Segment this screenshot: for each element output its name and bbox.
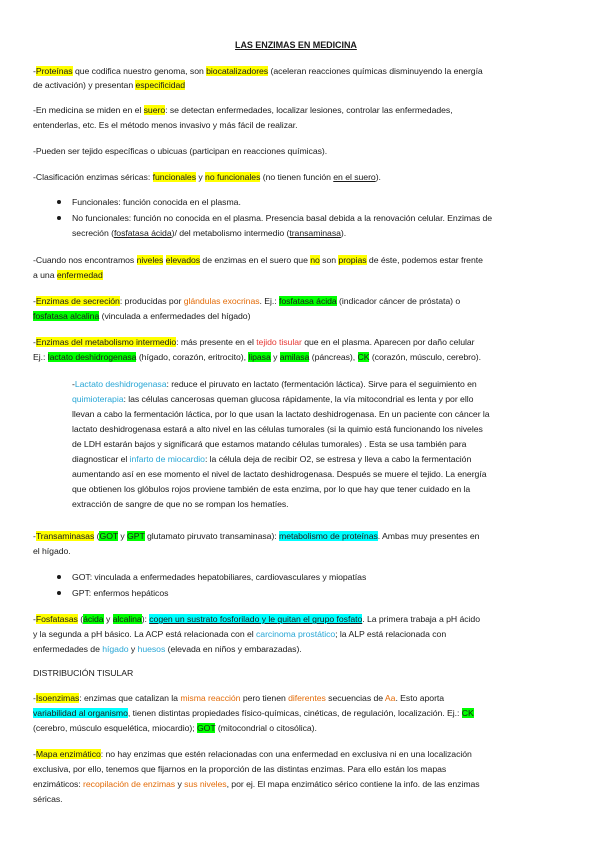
bullet-no-funcionales-line-2: secreción (fosfatasa ácida)/ del metabolismo intermedio (transaminasa).: [72, 228, 347, 238]
bullet-dot: [57, 216, 61, 220]
bullet-dot: [57, 591, 61, 595]
bullet-gpt: GPT: enfermos hepáticos: [72, 588, 169, 598]
paragraph-secrecion-line-2: fosfatasa alcalina (vinculada a enfermedades del hígado): [33, 311, 251, 321]
paragraph-transaminasas-line-1: -Transaminasas (GOT y GPT glutamato piruvato transaminasa): metabolismo de proteínas. Ambas muy presentes en: [33, 531, 480, 541]
paragraph-ldh-line-6: diagnosticar el infarto de miocardio: la célula deja de recibir O2, se estresa y lleva a cabo la fermentación: [72, 454, 472, 464]
paragraph-suero-line-2: entenderlas, etc. Es el método menos invasivo y más fácil de realizar.: [33, 120, 298, 130]
paragraph-ldh-line-4: lactato deshidrogenasa estará a alto nivel en las células tumorales (si la quimio está funcionando los niveles: [72, 424, 483, 434]
paragraph-ldh-line-9: extracción de sangre de que no se rompan los hematíes.: [72, 499, 289, 509]
bullet-no-funcionales-line-1: No funcionales: función no conocida en el plasma. Presencia basal debida a la renovación celular. Enzimas de: [72, 213, 493, 223]
paragraph-ldh-line-8: que obtienen los glóbulos rojos proviene también de esta enzima, por lo que hay que tener cuidado en la: [72, 484, 471, 494]
paragraph-niveles-line-2: a una enfermedad: [33, 270, 103, 280]
paragraph-ldh-line-2: quimioterapia: las células cancerosas queman glucosa rápidamente, la vía mitocondrial es lenta y por ello: [72, 394, 474, 404]
paragraph-isoenzimas-line-2: variabilidad al organismo, tienen distintas propiedades físico-químicas, cinéticas, de regulación, localización. Ej.: CK: [33, 708, 474, 718]
bullet-dot: [57, 575, 61, 579]
paragraph-mapa-line-3: enzimáticos: recopilación de enzimas y sus niveles, por ej. El mapa enzimático sérico contiene la info. de las enzimas: [33, 779, 480, 789]
paragraph-mapa-line-1: -Mapa enzimático: no hay enzimas que estén relacionadas con una enfermedad en exclusiva ni en una localización: [33, 749, 472, 759]
bullet-funcionales: Funcionales: función conocida en el plasma.: [72, 197, 241, 207]
paragraph-proteinas-line-2: de activación) y presentan especificidad: [33, 80, 186, 90]
paragraph-mapa-line-4: séricas.: [33, 794, 63, 804]
bullet-got: GOT: vinculada a enfermedades hepatobiliares, cardiovasculares y miopatías: [72, 572, 367, 582]
paragraph-transaminasas-line-2: el hígado.: [33, 546, 71, 556]
paragraph-ldh-line-7: aumentando así en ese momento el nivel de lactato deshidrogenasa. Después se muere el tejido. La energía: [72, 469, 487, 479]
bullet-dot: [57, 200, 61, 204]
paragraph-secrecion-line-1: -Enzimas de secreción: producidas por glándulas exocrinas. Ej.: fosfatasa ácida (indicador cáncer de próstata) o: [33, 296, 461, 306]
paragraph-ldh-line-1: -Lactato deshidrogenasa: reduce el piruvato en lactato (fermentación láctica). Sirve para el seguimiento en: [72, 379, 477, 389]
paragraph-fosfatasas-line-2: y la segunda a pH básico. La ACP está relacionada con el carcinoma prostático; la ALP está relacionada con: [33, 629, 447, 639]
paragraph-ldh-line-5: de LDH estarán bajos y significará que estamos matando células tumorales) . Esta se usa también para: [72, 439, 467, 449]
paragraph-niveles-line-1: -Cuando nos encontramos niveles elevados de enzimas en el suero que no son propias de éste, podemos estar frente: [33, 255, 483, 265]
document-title: LAS ENZIMAS EN MEDICINA: [235, 40, 357, 50]
paragraph-isoenzimas-line-1: -Isoenzimas: enzimas que catalizan la misma reacción pero tienen diferentes secuencias de Aa. Esto aporta: [33, 693, 445, 703]
paragraph-tejido-line-1: -Pueden ser tejido específicas o ubicuas (participan en reacciones químicas).: [33, 146, 328, 156]
paragraph-fosfatasas-line-1: -Fosfatasas (ácida y alcalina): cogen un sustrato fosforilado y le quitan el grupo fosfato. La primera trabaja a pH ácido: [33, 614, 480, 624]
section-heading-distribucion: DISTRIBUCIÓN TISULAR: [33, 668, 134, 678]
paragraph-proteinas-line-1: -Proteínas que codifica nuestro genoma, son biocatalizadores (aceleran reacciones químicas disminuyendo la energía: [33, 66, 483, 76]
paragraph-isoenzimas-line-3: (cerebro, músculo esquelética, miocardio); GOT (mitocondrial o citosólica).: [33, 723, 317, 733]
paragraph-mapa-line-2: exclusiva, por ello, tenemos que fijarnos en la proporción de las distintas enzimas. Para ello están los mapas: [33, 764, 447, 774]
paragraph-suero-line-1: -En medicina se miden en el suero: se detectan enfermedades, localizar lesiones, controlar las enfermedades,: [33, 105, 453, 115]
paragraph-fosfatasas-line-3: enfermedades de hígado y huesos (elevada en niños y embarazadas).: [33, 644, 302, 654]
paragraph-clasificacion-line-1: -Clasificación enzimas séricas: funcionales y no funcionales (no tienen función en el suero).: [33, 172, 381, 182]
paragraph-metabolismo-line-1: -Enzimas del metabolismo intermedio: más presente en el tejido tisular que en el plasma. Aparecen por daño celular: [33, 337, 475, 347]
paragraph-ldh-line-3: llevan a cabo la fermentación láctica, por lo que usan la lactato deshidrogenasa. En un paciente con cáncer la: [72, 409, 490, 419]
paragraph-metabolismo-line-2: Ej.: lactato deshidrogenasa (hígado, corazón, eritrocito), lipasa y amilasa (páncreas), CK (corazón, músculo, cerebro).: [33, 352, 481, 362]
